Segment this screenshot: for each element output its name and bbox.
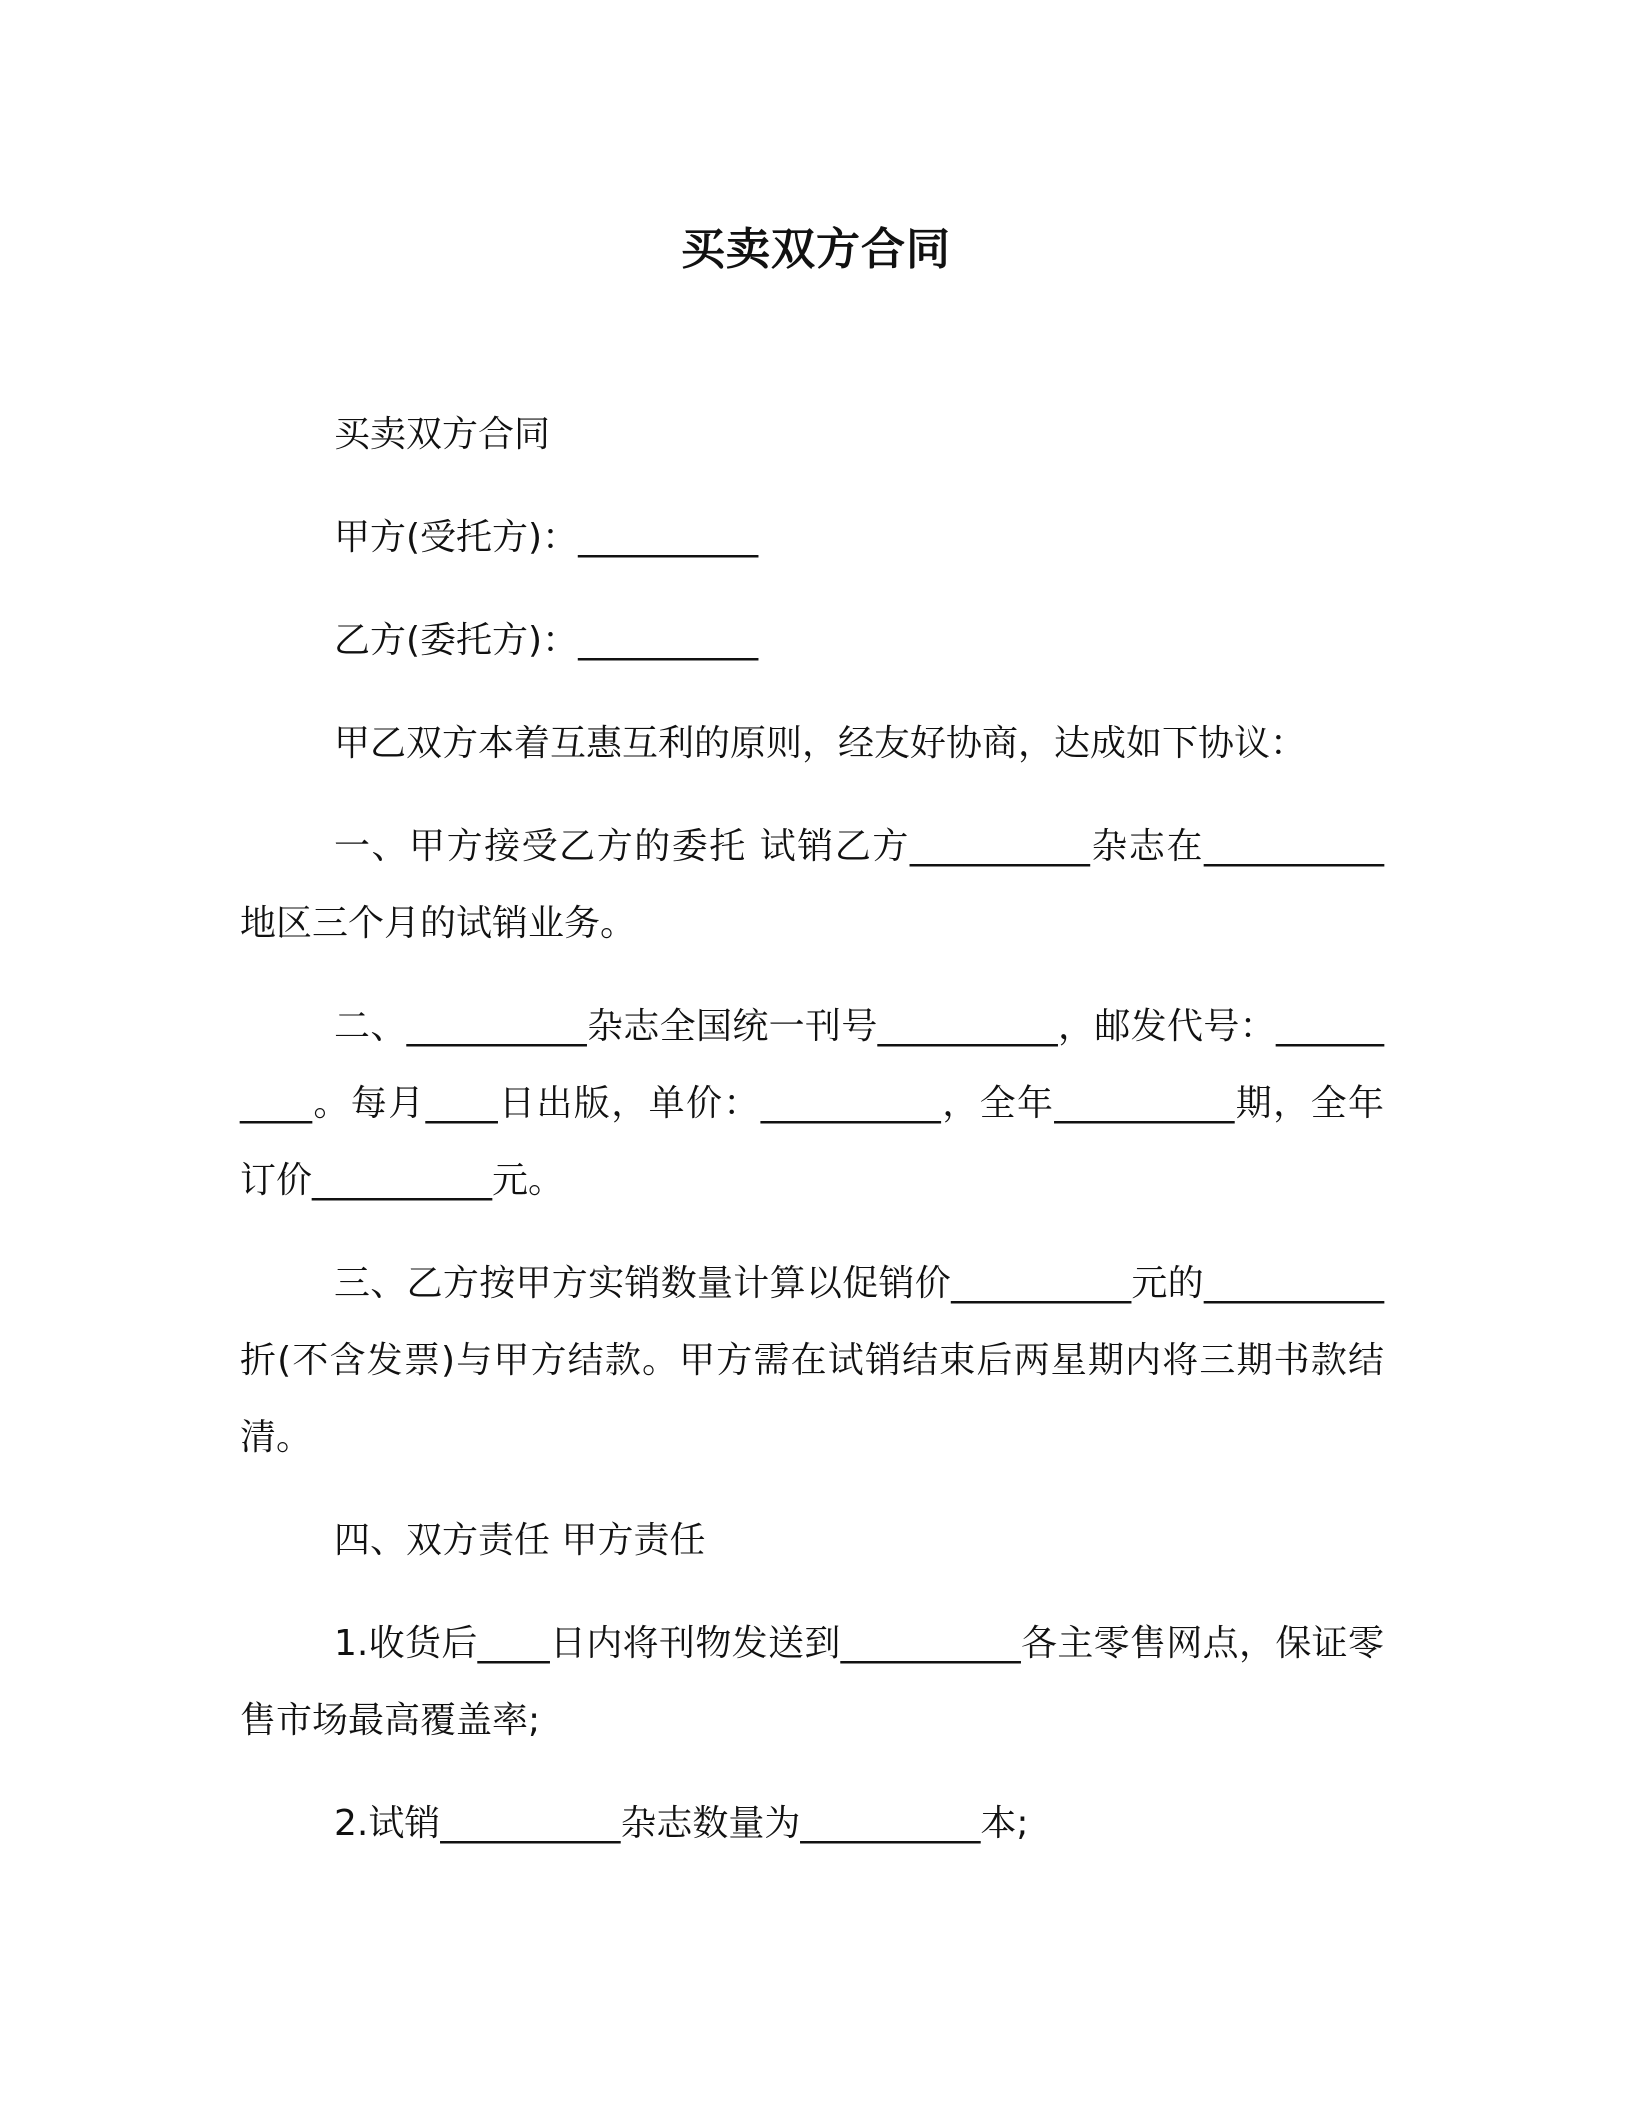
party-a-duty-one: 1.收货后____日内将刊物发送到__________各主零售网点，保证零售市场最高覆盖率; [240, 1623, 1384, 1741]
clause-three: 三、乙方按甲方实销数量计算以促销价__________元的__________折(不含发票)与甲方结款。甲方需在试销结束后两星期内将三期书款结清。 [240, 1263, 1384, 1458]
clause-four-heading: 四、双方责任 甲方责任 [334, 1520, 706, 1561]
clause-one: 一、甲方接受乙方的委托 试销乙方__________杂志在__________地区三个月的试销业务。 [240, 826, 1384, 944]
document-title: 买卖双方合同 [681, 224, 951, 275]
preamble-paragraph: 甲乙双方本着互惠互利的原则，经友好协商，达成如下协议： [334, 723, 1307, 764]
document-body [240, 396, 1384, 1862]
party-a-line: 甲方(受托方)：__________ [334, 517, 759, 558]
party-a-duty-two: 2.试销__________杂志数量为__________本; [334, 1803, 1029, 1844]
clause-two: 二、__________杂志全国统一刊号__________，邮发代号：__________。每月____日出版，单价：__________，全年__________期，全年订价__________元。 [240, 1006, 1384, 1201]
party-b-line: 乙方(委托方)：__________ [334, 620, 759, 661]
contract-heading: 买卖双方合同 [334, 414, 551, 455]
